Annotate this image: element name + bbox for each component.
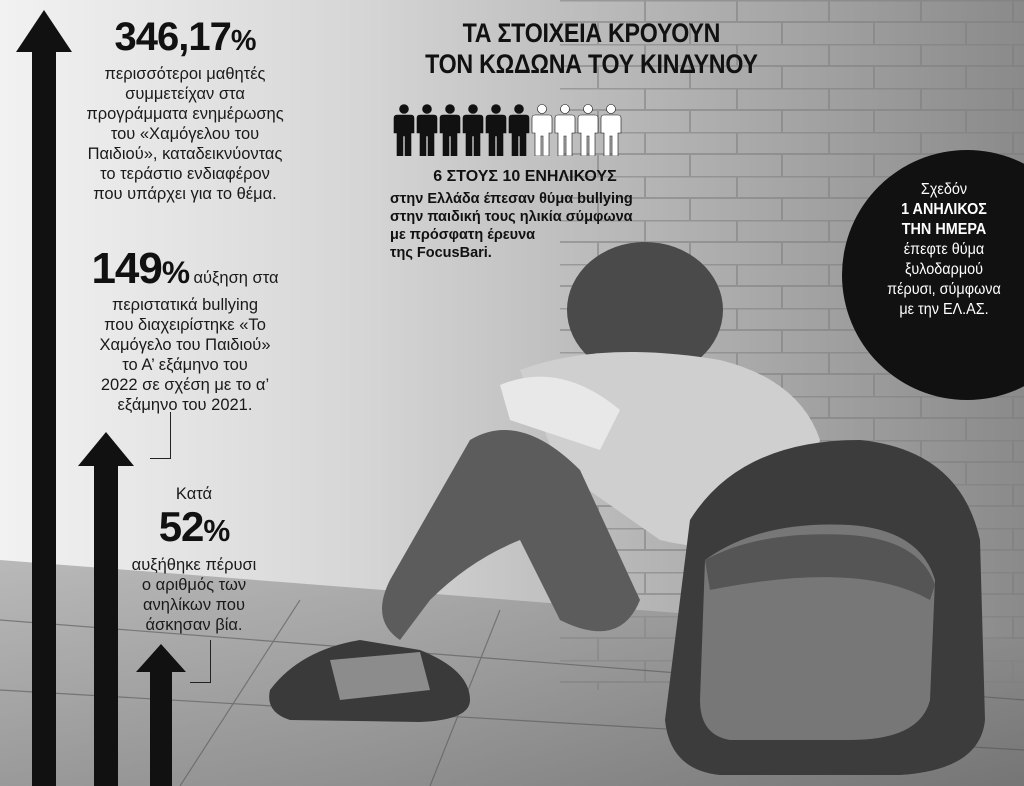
circle-intro: Σχεδόν	[920, 181, 968, 198]
person-icon	[554, 104, 576, 156]
person-icon	[485, 104, 507, 156]
stat-number: 149%	[91, 244, 190, 293]
daily-victim-circle: Σχεδόν 1 ΑΝΗΛΙΚΟΣ ΤΗΝ ΗΜΕΡΑ έπεφτε θύμα ξυλοδαρμού πέρυσι, σύμφωνα με την ΕΛ.ΑΣ.	[842, 150, 1024, 400]
person-icon	[531, 104, 553, 156]
person-icon	[462, 104, 484, 156]
stat-number: 346,17%	[114, 15, 256, 59]
stat-number: 52%	[158, 503, 230, 550]
person-icon	[577, 104, 599, 156]
person-icon	[600, 104, 622, 156]
person-icon	[393, 104, 415, 156]
person-icon	[508, 104, 530, 156]
people-pictogram	[393, 104, 623, 161]
connector-line	[150, 412, 171, 459]
survey-title: 6 ΣΤΟΥΣ 10 ΕΝΗΛΙΚΟΥΣ	[433, 168, 617, 185]
arrow-up-icon	[136, 644, 186, 786]
stat-description: αυξήθηκε πέρυσι ο αριθμός των ανηλίκων που άσκησαν βία.	[131, 556, 257, 634]
stat-149	[80, 246, 290, 415]
survey-block	[390, 168, 720, 262]
stat-description: περισσότεροι μαθητές συμμετείχαν στα προγράμματα ενημέρωσης του «Χαμόγελου του Παιδιού», καταδεικνύοντας το τεράστιο ενδιαφέρον που υπάρχει για το θέμα.	[86, 65, 284, 203]
person-icon	[439, 104, 461, 156]
stat-prefix: Κατά	[175, 485, 213, 503]
stat-52	[124, 484, 264, 635]
circle-bold-line: ΤΗΝ ΗΜΕΡΑ	[901, 221, 987, 238]
stat-346	[80, 14, 290, 204]
stat-first-line: αύξηση στα	[193, 269, 279, 287]
arrow-up-icon	[16, 10, 72, 786]
stat-description: περιστατικά bullying που διαχειρίστηκε «Το Χαμόγελο του Παιδιού» το Α’ εξάμηνο του 2022 σε σχέση με το α’ εξάμηνο του 2021.	[99, 296, 271, 414]
connector-line	[190, 640, 211, 683]
stat-headline	[80, 246, 290, 295]
circle-bold-line: 1 ΑΝΗΛΙΚΟΣ	[901, 201, 987, 218]
person-icon	[416, 104, 438, 156]
headline: ΤΑ ΣΤΟΙΧΕΙΑ ΚΡΟΥΟΥΝ ΤΟΝ ΚΩΔΩΝΑ ΤΟΥ ΚΙΝΔΥΝΟΥ	[425, 18, 758, 79]
survey-text: στην Ελλάδα έπεσαν θύμα bullying στην παιδική τους ηλικία σύμφωνα με πρόσφατη έρευνα της FocusBari.	[390, 191, 633, 261]
